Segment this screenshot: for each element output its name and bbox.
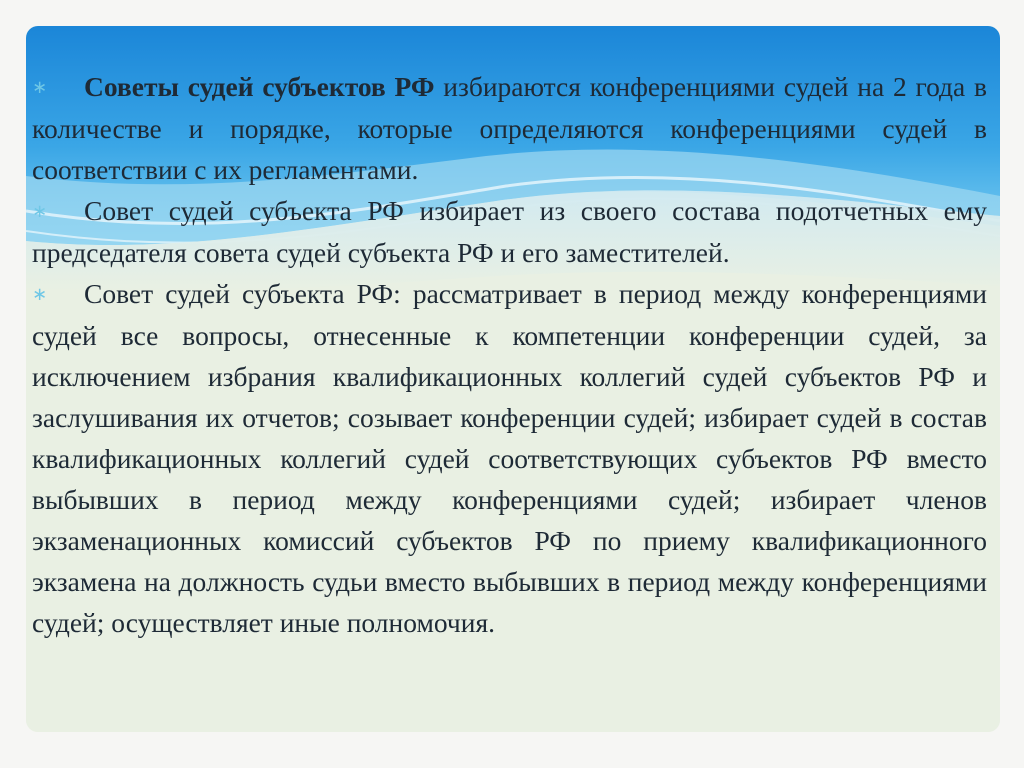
asterisk-bullet-icon: ∗ [32, 77, 48, 98]
bullet-text: Совет судей субъекта РФ: рассматривает в период между конференциями судей все вопросы, отнесенные к компетенции конференции судей, за исключением избрания квалификационных коллегий судей субъектов РФ и заслушивания их отчетов; созывает конференции судей; избирает судей в состав квалификационных коллегий судей соответствующих субъектов РФ вместо выбывших в период между конференциями судей; избирает членов экзаменационных комиссий субъектов РФ по приему квалификационного экзамена на должность судьи вместо выбывших в период между конференциями судей; осуществляет иные полномочия. [32, 278, 987, 638]
bullet-list [32, 66, 987, 643]
asterisk-bullet-icon: ∗ [32, 201, 48, 222]
asterisk-bullet-icon: ∗ [32, 284, 48, 305]
bullet-text: Совет судей субъекта РФ избирает из своего состава подотчетных ему председателя совета судей субъекта РФ и его заместителей. [32, 195, 987, 268]
bullet-item [32, 66, 987, 190]
bullet-text: избираются конференциями судей на 2 года в количестве и порядке, которые определяются конференциями судей в соответствии с их регламентами. [32, 71, 987, 185]
bullet-item [32, 273, 987, 643]
bullet-heading: Советы судей субъектов РФ [84, 71, 435, 102]
bullet-item [32, 190, 987, 273]
content-panel [26, 26, 1000, 732]
